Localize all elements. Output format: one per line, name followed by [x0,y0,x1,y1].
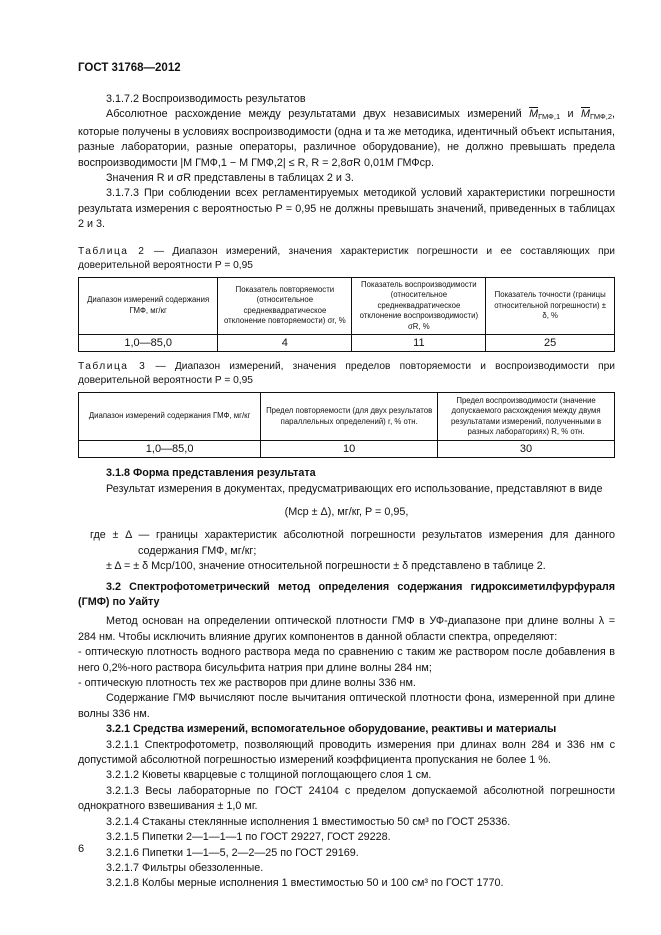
list-item: 3.2.1.2 Кюветы кварцевые с толщиной поглощающего слоя 1 см. [106,769,432,782]
list-item: 3.2.1.1 Спектрофотометр, позволяющий проводить измерения при длинах волн 284 и 336 нм с допустимой абсолютной погрешностью измерений коэффициента пропускания не более 1 %. [78,738,615,767]
table-header-row [79,277,615,335]
paragraph-reproducibility [78,107,615,171]
section-3-1-8-title: 3.1.8 Форма представления результата [106,467,316,480]
table-cell: 11 [352,335,486,352]
table-caption-text: — Диапазон измерений, значения характеристик погрешности и ее составляющих при доверительной вероятности P = 0,95 [78,245,615,271]
list-item: - оптическую плотность водного раствора меда по сравнению с таким же раствором после добавления в него 0,2%-ного раствора бисульфита натрия при длине волны 284 нм; [78,646,615,674]
list-item: 3.2.1.6 Пипетки 1—1—5, 2—2—25 по ГОСТ 29169. [106,846,359,859]
table-3-caption [78,360,615,388]
table-row [79,441,615,458]
table-cell: 30 [438,441,615,458]
table-2 [78,277,615,353]
table-header-cell: Показатель повторяемости (относительное среднеквадратическое отклонение повторяемости) σr, % [218,277,352,335]
table-header-row [79,393,615,441]
symbol-m: $\overline{M}$ [581,108,590,121]
section-3-2-1-title: 3.2.1 Средства измерений, вспомогательное оборудование, реактивы и материалы [106,723,557,736]
page-number: 6 [78,843,85,855]
reproducibility-limit-formula: |M ГМФ,1 − M ГМФ,2| ≤ R, R = 2,8σR 0,01M ГМФср. [180,156,435,169]
where-clause-2: ± Δ = ± δ Mср/100, значение относительной погрешности ± δ представлено в таблице 2. [106,560,546,573]
table-label: Таблица 2 [78,245,146,257]
list-item: 3.2.1.7 Фильтры обеззоленные. [106,861,264,874]
section-3-2-title: 3.2 Спектрофотометрический метод определения содержания гидроксиметилфурфураля (ГМФ) по Уайту [78,580,615,608]
table-label: Таблица 3 [78,361,147,373]
table-cell: 1,0—85,0 [79,335,218,352]
table-header-cell: Предел воспроизводимости (значение допускаемого расхождения между двумя результатами измерений, полученными в разных лабораториях) R, % отн. [438,393,615,441]
subscript: ГМФ,1 [538,112,561,122]
page-content [78,92,615,892]
section-3-2-paragraph: Содержание ГМФ вычисляют после вычитания оптической плотности фона, измеренной при длине волны 336 нм. [78,692,615,720]
section-3-2-paragraph: Метод основан на определении оптической плотности ГМФ в УФ-диапазоне при длине волны λ = 284 нм. Чтобы исключить влияние других компонентов в данной области спектра, определяют: [78,615,615,643]
table-header-cell: Показатель точности (границы относительной погрешности) ± δ, % [486,277,615,335]
where-clause-1: где ± Δ — границы характеристик абсолютной погрешности результатов измерения для данного содержания ГМФ, мг/кг; [90,529,615,557]
table-header-cell: Диапазон измерений содержания ГМФ, мг/кг [79,277,218,335]
result-formula: (Mср ± Δ), мг/кг, P = 0,95, [284,505,409,518]
table-header-cell: Предел повторяемости (для двух результатов параллельных определений) r, % отн. [261,393,438,441]
text-run: Абсолютное расхождение между результатами двух независимых измерений [106,108,522,121]
list-item: 3.2.1.4 Стаканы стеклянные исполнения 1 вместимостью 50 см³ по ГОСТ 25336. [106,815,511,828]
table-cell: 4 [218,335,352,352]
list-item: 3.2.1.5 Пипетки 2—1—1—1 по ГОСТ 29227, ГОСТ 29228. [106,831,391,844]
subscript: ГМФ,2 [590,112,613,122]
table-3 [78,392,615,458]
table-row [79,335,615,352]
list-item: - оптическую плотность тех же растворов при длине волны 336 нм. [78,677,416,690]
table-cell: 1,0—85,0 [79,441,261,458]
table-cell: 10 [261,441,438,458]
section-3-1-7-2-title: 3.1.7.2 Воспроизводимость результатов [106,93,306,105]
list-item: 3.2.1.3 Весы лабораторные по ГОСТ 24104 с пределом допускаемой абсолютной погрешности однократного взвешивания ± 1,0 мг. [78,784,615,813]
table-caption-text: — Диапазон измерений, значения пределов повторяемости и воспроизводимости при доверительной вероятности P = 0,95 [78,361,615,387]
symbol-m: $\overline{M}$ [529,108,539,121]
text-run: , которые получены в условиях воспроизводимости (одна и та же методика, идентичный объект испытания, разные лаборатории, разные операторы, различное оборудование), не должно превышать предела воспроизводимости [78,108,616,169]
table-cell: 25 [486,335,615,352]
paragraph-values-ref: Значения R и σR представлены в таблицах 2 и 3. [106,172,354,185]
text-run: и [567,108,574,121]
list-item: 3.2.1.8 Колбы мерные исполнения 1 вместимостью 50 и 100 см³ по ГОСТ 1770. [106,877,504,890]
section-3-1-7-3: 3.1.7.3 При соблюдении всех регламентируемых методикой условий характеристики погрешности результата измерения с вероятностью P = 0,95 не должны превышать значений, приведенных в таблицах 2 и 3. [78,187,615,231]
table-header-cell: Диапазон измерений содержания ГМФ, мг/кг [79,393,261,441]
section-3-1-8-text: Результат измерения в документах, предусматривающих его использование, представляют в виде [106,482,603,495]
table-2-caption [78,245,615,273]
document-code-header: ГОСТ 31768—2012 [78,62,181,74]
table-header-cell: Показатель воспроизводимости (относительное среднеквадратическое отклонение воспроизводимости) σR, % [352,277,486,335]
